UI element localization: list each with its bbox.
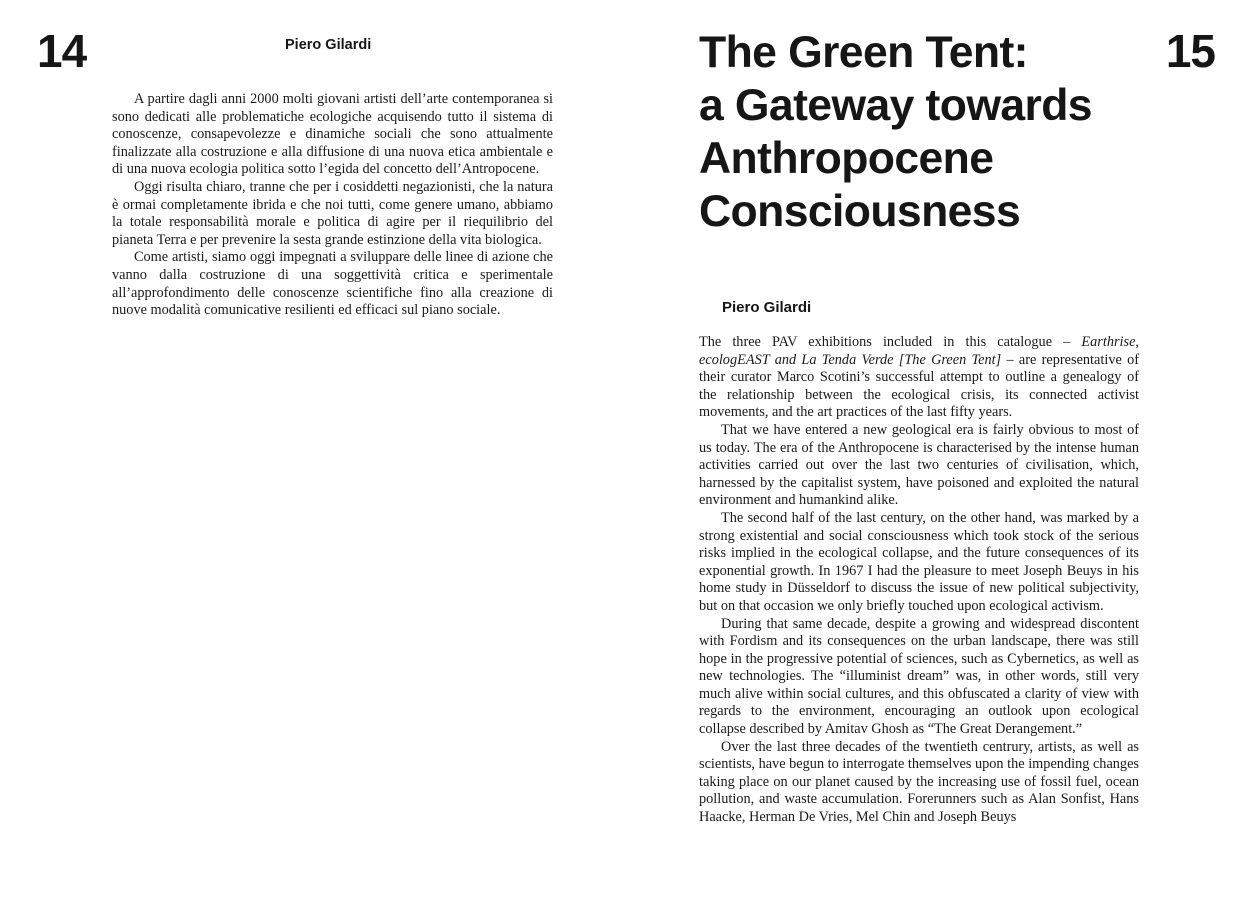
- intro-text-before: The three PAV exhibitions included in this catalogue –: [699, 334, 1082, 350]
- intro-text-after: – are representative of their curator Marco Scotini’s successful attempt to outline a genealogy of the relationship between the ecological crisis, its connected activist movements, and the art practices of the last fifty years.: [699, 351, 1140, 421]
- title-line: a Gateway towards: [699, 81, 1092, 130]
- paragraph: A partire dagli anni 2000 molti giovani artisti dell’arte contemporanea si sono dedicati alle problematiche ecologiche acquisendo tutto il sistema di conoscenze, consapevolezze e dinamiche sociali che sono attualmente finalizzate alla costruzione e alla diffusione di una nuova etica ambientale e di una nuova ecologia politica sotto l’egida del concetto dell’Antropocene.: [112, 91, 553, 178]
- paragraph: The second half of the last century, on the other hand, was marked by a strong existential and social consciousness which took stock of the serious risks implied in the ecological collapse, and the future consequences of its exponential growth. In 1967 I had the pleasure to meet Joseph Beuys in his home study in Düsseldorf to discuss the issue of new political subjectivity, but on that occasion we only briefly touched upon ecological activism.: [699, 509, 1139, 614]
- paragraph: Come artisti, siamo oggi impegnati a sviluppare delle linee di azione che vanno dalla costruzione di una soggettività critica e sperimentale all’approfondimento delle conoscenze scientifiche fino alla creazione di nuove modalità comunicative resilienti ed efficaci sul piano sociale.: [112, 249, 553, 319]
- paragraph: Over the last three decades of the twentieth centrury, artists, as well as scientists, have begun to interrogate themselves upon the impending changes taking place on our planet caused by the increasing use of fossil fuel, ocean pollution, and waste accumulation. Forerunners such as Alan Sonfist, Hans Haacke, Herman De Vries, Mel Chin and Joseph Beuys: [699, 738, 1139, 826]
- page-number-left: 14: [37, 25, 87, 77]
- english-body-text: [699, 334, 1139, 827]
- paragraph: Oggi risulta chiaro, tranne che per i cosiddetti negazionisti, che la natura è ormai completamente ibrida e che noi tutti, come genere umano, abbiamo la totale responsabilità morale e politica di agire per il riequilibrio del pianeta Terra e per prevenire la sesta grande estinzione della vita biologica.: [112, 178, 553, 248]
- paragraph: That we have entered a new geological era is fairly obvious to most of us today. The era of the Anthropocene is characterised by the intense human activities carried out over the last two centuries of civilisation, which, harnessed by the capitalist system, have poisoned and exploited the natural environment and humankind alike.: [699, 421, 1139, 509]
- intro-paragraph: [699, 334, 1139, 422]
- page-number-right: 15: [1165, 25, 1215, 77]
- running-head-author: Piero Gilardi: [285, 37, 372, 53]
- article-title: [699, 26, 1169, 238]
- right-page: [625, 0, 1250, 912]
- title-line: The Green Tent:: [699, 28, 1028, 77]
- title-line: Anthropocene: [699, 134, 994, 183]
- byline-author: Piero Gilardi: [722, 299, 812, 316]
- paragraph: During that same decade, despite a growing and widespread discontent with Fordism and its consequences on the urban landscape, there was still hope in the progressive potential of sciences, such as Cybernetics, as well as new technologies. The “illuminist dream” was, in other words, still very much alive within social cultures, and this obfuscated a clarity of view with regards to the environment, encouraging an outlook upon ecological collapse described by Amitav Ghosh as “The Great Derangement.”: [699, 615, 1139, 738]
- exhibition-titles: Earthrise, ecologEAST and La Tenda Verde [The Green Tent]: [699, 334, 1139, 368]
- italian-body-text: [112, 91, 553, 320]
- title-line: Consciousness: [699, 187, 1021, 236]
